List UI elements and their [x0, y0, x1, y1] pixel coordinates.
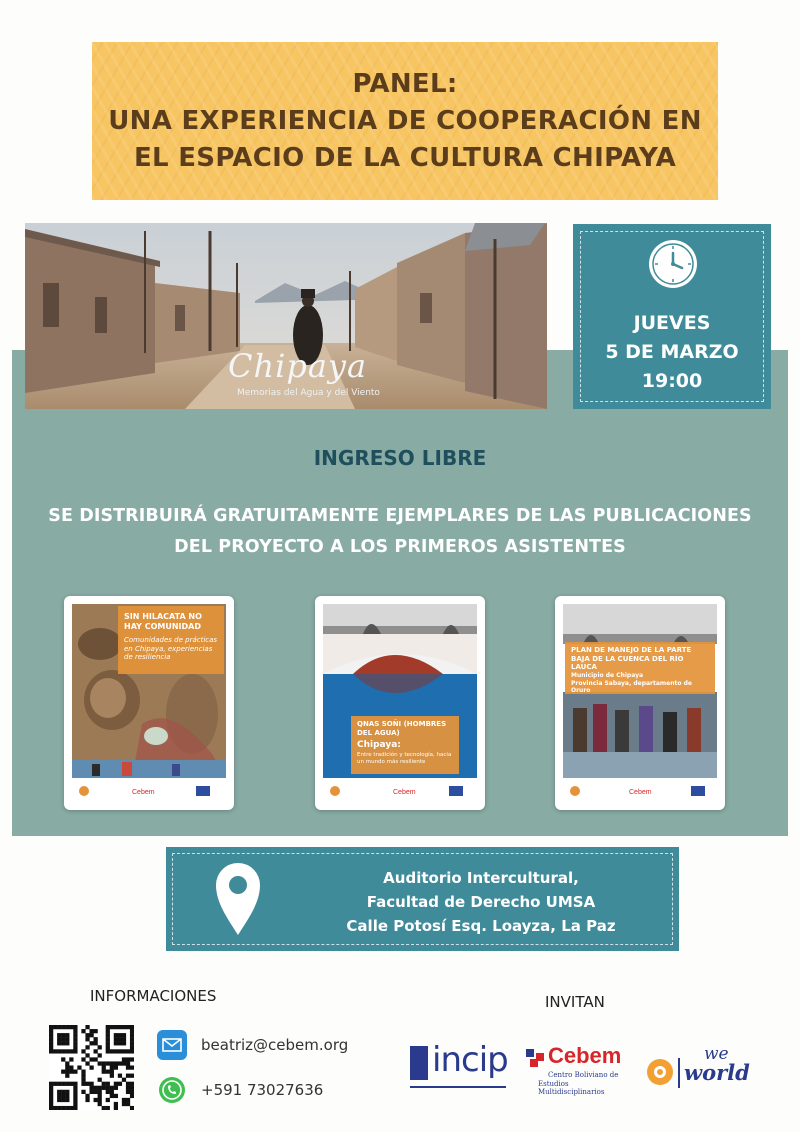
cebem-logo-sub-2: Estudios Multidisciplinarios: [538, 1080, 605, 1096]
address-line-1: Auditorio Intercultural,: [383, 869, 579, 887]
address-box: [166, 847, 679, 951]
weworld-logo-world: world: [684, 1060, 750, 1085]
title-line-3: EL ESPACIO DE LA CULTURA CHIPAYA: [133, 142, 677, 173]
publication-card-3[interactable]: [555, 596, 725, 810]
publication-card-1[interactable]: [64, 596, 234, 810]
publication-card-2[interactable]: [315, 596, 485, 810]
svg-text:Cebem: Cebem: [393, 789, 416, 796]
svg-text:Cebem: Cebem: [132, 789, 155, 796]
publication-1-title: SIN HILACATA NO HAY COMUNIDAD: [124, 612, 202, 631]
publication-3-title: PLAN DE MANEJO DE LA PARTE BAJA DE LA CUENCA DEL RÍO LAUCA: [571, 646, 692, 671]
address-line-3: Calle Potosí Esq. Loayza, La Paz: [346, 917, 616, 935]
weworld-logo: [646, 1044, 756, 1096]
date-box: [573, 224, 771, 409]
cebem-logo-text: Cebem: [548, 1043, 622, 1068]
svg-text:Cebem: Cebem: [629, 789, 652, 796]
phone-number[interactable]: +591 73027636: [201, 1081, 324, 1099]
cebem-logo-sub-1: Centro Boliviano de: [548, 1071, 619, 1079]
publication-2-detail: Entre tradición y tecnología, hacia un mundo más resiliente: [357, 752, 452, 765]
date-date: 5 DE MARZO: [605, 341, 739, 363]
cebem-logo: [526, 1045, 632, 1095]
publication-1-subtitle: Comunidades de prácticas en Chipaya, experiencias de resiliencia: [124, 636, 218, 661]
publication-2-subtitle: Chipaya:: [357, 740, 401, 750]
publication-1-logos: [72, 780, 226, 802]
info-label: INFORMACIONES: [90, 987, 217, 1005]
publication-2-logos: [323, 780, 477, 802]
hero-photo: [25, 223, 547, 409]
incip-logo-text: incip: [432, 1040, 508, 1080]
address-line-2: Facultad de Derecho UMSA: [366, 893, 596, 911]
publication-2-title: QNAS SOÑI (HOMBRES DEL AGUA): [357, 720, 447, 737]
email-link[interactable]: beatriz@cebem.org: [201, 1036, 349, 1054]
email-icon: [157, 1030, 187, 1060]
weworld-logo-we: we: [704, 1044, 729, 1064]
publication-3-detail: Provincia Sabaya, departamento de Oruro: [571, 680, 692, 694]
whatsapp-icon: [157, 1075, 187, 1105]
ingreso-libre: INGRESO LIBRE: [313, 446, 487, 470]
publication-3-subtitle: Municipio de Chipaya: [571, 672, 644, 679]
qr-code: [49, 1025, 134, 1110]
title-line-2: UNA EXPERIENCIA DE COOPERACIÓN EN: [108, 105, 702, 136]
title-line-1: PANEL:: [352, 68, 458, 99]
publication-3-logos: [563, 780, 717, 802]
location-pin-icon: [214, 861, 262, 937]
date-time: 19:00: [641, 370, 703, 392]
invitan-label: INVITAN: [545, 993, 605, 1011]
title-banner: [92, 42, 718, 200]
date-day: JUEVES: [633, 312, 711, 334]
distribution-line-1: SE DISTRIBUIRÁ GRATUITAMENTE EJEMPLARES DE LAS PUBLICACIONES: [48, 506, 752, 526]
chipaya-logo-subtitle: Memorias del Agua y del Viento: [237, 388, 380, 398]
incip-logo: [410, 1042, 510, 1092]
clock-icon: [647, 238, 699, 290]
distribution-line-2: DEL PROYECTO A LOS PRIMEROS ASISTENTES: [174, 537, 626, 557]
chipaya-logo: Chipaya: [228, 347, 368, 385]
